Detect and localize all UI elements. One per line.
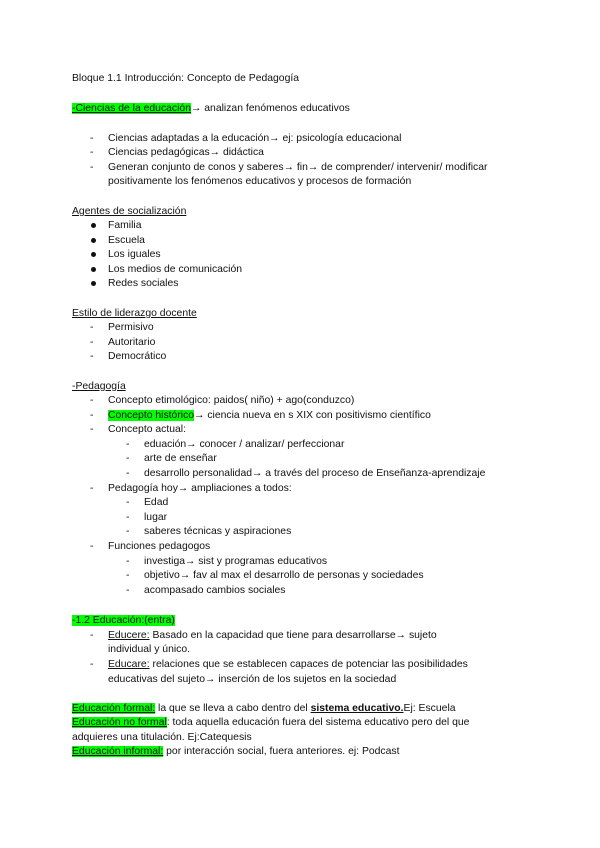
dash-marker: -	[126, 439, 130, 450]
sublist-item: lugar	[144, 512, 168, 523]
list-item	[108, 409, 431, 423]
formal-text-2: Ej: Escuela	[403, 703, 456, 714]
bullet-marker	[91, 281, 96, 286]
list-item: Generan conjunto de conos y saberes→ fin→ de comprender/ intervenir/ modificar	[108, 162, 488, 173]
dash-marker: -	[90, 337, 94, 348]
list-item: Permisivo	[108, 322, 154, 333]
ciencias-label: -Ciencias de la educación	[72, 103, 191, 114]
dash-marker: -	[90, 483, 94, 494]
dash-marker: -	[90, 424, 94, 435]
noformal-text: : toda aquella educación fuera del sistema educativo pero del que	[166, 717, 470, 728]
educere-label: Educere:	[108, 630, 150, 641]
page-title: Bloque 1.1 Introducción: Concepto de Pedagogía	[72, 73, 300, 84]
list-item-continuation: educativas del sujeto→ inserción de los sujetos en la sociedad	[108, 674, 397, 685]
formal-label: Educación formal:	[72, 703, 156, 714]
pedagogia-heading: -Pedagogía	[72, 381, 126, 392]
dash-marker: -	[126, 512, 130, 523]
dash-marker: -	[126, 570, 130, 581]
list-item: Ciencias adaptadas a la educación→ ej: psicología educacional	[108, 133, 402, 144]
historico-rest: → ciencia nueva en s XIX con positivismo científico	[194, 410, 431, 421]
bullet-marker	[91, 238, 96, 243]
dash-marker: -	[126, 497, 130, 508]
sublist-item: Edad	[144, 497, 169, 508]
list-item	[108, 658, 468, 672]
dash-marker: -	[126, 556, 130, 567]
list-item: Los medios de comunicación	[108, 264, 242, 275]
sublist-item: desarrollo personalidad→ a través del proceso de Enseñanza-aprendizaje	[144, 468, 486, 479]
dash-marker: -	[90, 147, 94, 158]
dash-marker: -	[126, 468, 130, 479]
dash-marker: -	[126, 526, 130, 537]
ciencias-rest: → analizan fenómenos educativos	[191, 103, 350, 114]
noformal-line	[72, 716, 469, 730]
list-item	[108, 629, 437, 643]
agentes-heading: Agentes de socialización	[72, 206, 187, 217]
dash-marker: -	[126, 453, 130, 464]
informal-label: Educación informal:	[72, 746, 164, 757]
educere-text: Basado en la capacidad que tiene para desarrollarse→ sujeto	[149, 630, 437, 641]
formal-bold: sistema educativo.	[310, 703, 404, 714]
formal-line	[72, 702, 456, 716]
estilo-heading: Estilo de liderazgo docente	[72, 308, 197, 319]
list-item: Funciones pedagogos	[108, 541, 211, 552]
dash-marker: -	[90, 659, 94, 670]
noformal-continuation: adquieres una titulación. Ej:Catequesis	[72, 732, 252, 743]
dash-marker: -	[90, 410, 94, 421]
educacion-heading	[72, 614, 175, 628]
sublist-item: objetivo→ fav al max el desarrollo de personas y sociedades	[144, 570, 424, 581]
informal-line	[72, 745, 400, 759]
sublist-item: saberes técnicas y aspiraciones	[144, 526, 292, 537]
bullet-marker	[91, 252, 96, 257]
dash-marker: -	[90, 133, 94, 144]
list-item: Escuela	[108, 235, 145, 246]
bullet-marker	[91, 267, 96, 272]
dash-marker: -	[90, 541, 94, 552]
dash-marker: -	[126, 585, 130, 596]
historico-label: Concepto histórico	[108, 410, 195, 421]
list-item: Democrático	[108, 351, 167, 362]
sublist-item: investiga→ sist y programas educativos	[144, 556, 328, 567]
list-item: Ciencias pedagógicas→ didáctica	[108, 147, 264, 158]
list-item: Redes sociales	[108, 278, 179, 289]
educacion-heading-label: -1.2 Educación:(entra)	[72, 615, 175, 626]
dash-marker: -	[90, 351, 94, 362]
informal-text: por interacción social, fuera anteriores. ej: Podcast	[163, 746, 400, 757]
list-item: Pedagogía hoy→ ampliaciones a todos:	[108, 483, 292, 494]
sublist-item: eduación→ conocer / analizar/ perfeccionar	[144, 439, 345, 450]
dash-marker: -	[90, 162, 94, 173]
list-item-continuation: individual y único.	[108, 644, 191, 655]
list-item: Familia	[108, 220, 142, 231]
noformal-label: Educación no formal	[72, 717, 167, 728]
list-item: Concepto etimológico: paidos( niño) + ago(conduzco)	[108, 395, 355, 406]
bullet-marker	[91, 223, 96, 228]
list-item: Los iguales	[108, 249, 161, 260]
list-item: Autoritario	[108, 337, 156, 348]
dash-marker: -	[90, 395, 94, 406]
sublist-item: acompasado cambios sociales	[144, 585, 286, 596]
list-item: Concepto actual:	[108, 424, 186, 435]
ciencias-heading	[72, 102, 350, 116]
dash-marker: -	[90, 322, 94, 333]
educare-text: relaciones que se establecen capaces de potenciar las posibilidades	[149, 659, 468, 670]
sublist-item: arte de enseñar	[144, 453, 217, 464]
dash-marker: -	[90, 630, 94, 641]
list-item-continuation: positivamente los fenómenos educativos y procesos de formación	[108, 176, 412, 187]
educare-label: Educare:	[108, 659, 150, 670]
formal-text: la que se lleva a cabo dentro del	[155, 703, 311, 714]
